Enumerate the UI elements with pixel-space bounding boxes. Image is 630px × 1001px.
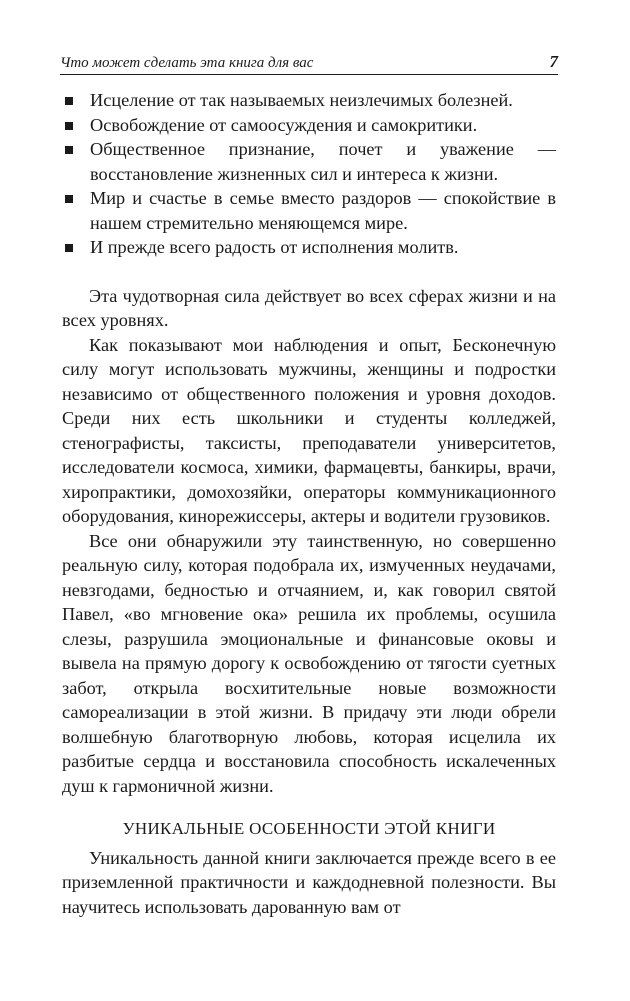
list-item: [62, 137, 556, 186]
list-item: [62, 235, 556, 260]
list-item: [62, 88, 556, 113]
list-item-text: Мир и счастье в семье вместо раздоров — спокойствие в нашем стремительно меняющемся мире.: [90, 188, 556, 233]
list-item-text: И прежде всего радость от исполнения молитв.: [90, 237, 459, 257]
square-bullet-icon: [65, 122, 73, 130]
list-item: [62, 186, 556, 235]
benefits-list: [62, 88, 556, 260]
square-bullet-icon: [65, 195, 73, 203]
list-item-text: Исцеление от так называемых неизлечимых болезней.: [90, 90, 513, 110]
list-item: [62, 113, 556, 138]
page-body: [62, 88, 556, 919]
paragraph: Все они обнаружили эту таинственную, но совершенно реальную силу, которая подобрала их, измученных неудачами, невзгодами, бедностью и отчаянием, и, как говорил святой Павел, «во мгновение ока» решила их проблемы, осушила слезы, разрушила эмоциональные и финансовые оковы и вывела на прямую дорогу к освобождению от тягости суетных забот, открыла восхитительные новые возможности самореализации в этой жизни. В придачу эти люди обрели волшебную благотворную любовь, которая исцелила их разбитые сердца и восстановила способность искалеченных душ к гармоничной жизни.: [62, 530, 556, 796]
section-heading: УНИКАЛЬНЫЕ ОСОБЕННОСТИ ЭТОЙ КНИГИ: [122, 819, 496, 838]
spacer: [62, 260, 556, 284]
square-bullet-icon: [65, 97, 73, 105]
paragraph: Как показывают мои наблюдения и опыт, Бесконечную силу могут использовать мужчины, женщины и подростки независимо от общественного положения и уровня доходов. Среди них есть школьники и студенты колледжей, стенографисты, таксисты, преподаватели университетов, исследователи космоса, химики, фармацевты, банкиры, врачи, хиропрактики, домохозяйки, операторы коммуникационного оборудования, кинорежиссеры, актеры и водители грузовиков.: [62, 334, 556, 526]
list-item-text: Общественное признание, почет и уважение — восстановление жизненных сил и интереса к жизни.: [90, 139, 556, 184]
list-item-text: Освобождение от самоосуждения и самокритики.: [90, 114, 478, 135]
paragraph: Эта чудотворная сила действует во всех сферах жизни и на всех уровнях.: [62, 285, 556, 330]
running-title: Что может сделать эта книга для вас: [60, 55, 314, 71]
running-header: [60, 52, 558, 75]
paragraph: Уникальность данной книги заключается прежде всего в ее приземленной практичности и каждодневной полезности. Вы научитесь использовать дарованную вам от: [62, 847, 556, 917]
square-bullet-icon: [65, 244, 73, 252]
page-number: 7: [549, 52, 558, 71]
square-bullet-icon: [65, 146, 73, 154]
